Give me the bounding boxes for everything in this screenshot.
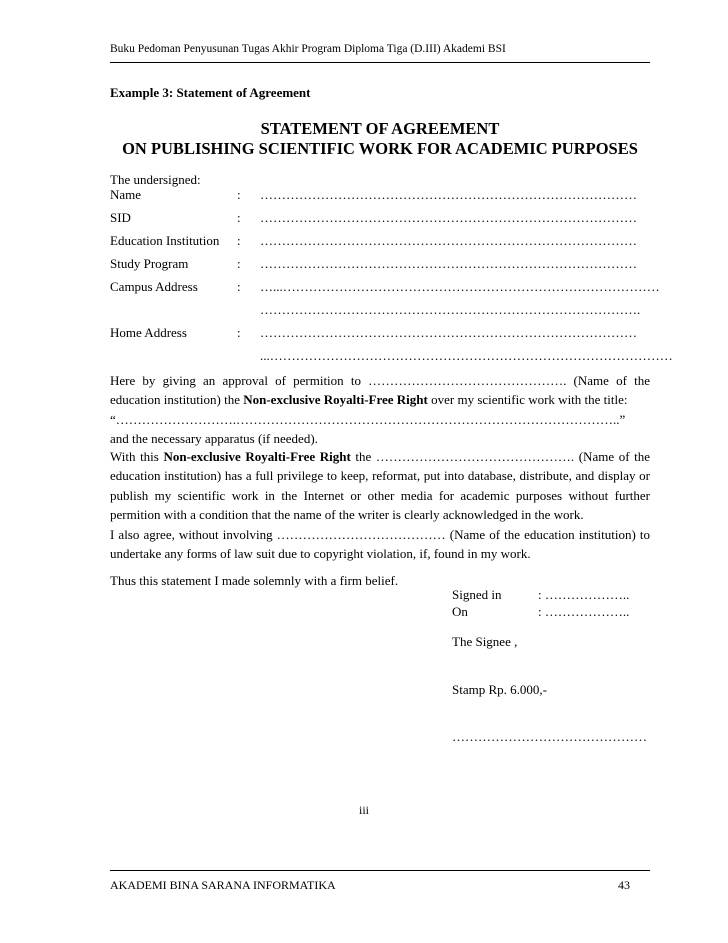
apparatus-line: and the necessary apparatus (if needed).: [110, 430, 318, 446]
approval-text: [110, 371, 650, 410]
field-blank: ……………………………………………………………………………: [260, 233, 637, 248]
field-blank: ……………………………………………………………………………: [260, 256, 637, 271]
field-colon: :: [237, 256, 241, 271]
field-colon: :: [237, 233, 241, 248]
approval-paragraph: [110, 371, 650, 448]
statement-title-line1: STATEMENT OF AGREEMENT: [260, 119, 500, 138]
signed-in-label: Signed in: [452, 587, 502, 602]
field-colon: :: [237, 187, 241, 202]
lawsuit-text: I also agree, without involving ………………………………… (Name of the education institution) to undertake any forms of law suit due to copyright violation, if, found in my work.: [110, 527, 650, 562]
footer-rule: [110, 870, 650, 871]
privilege-text: [110, 447, 650, 524]
field-row-home-address: [110, 325, 650, 343]
title-blank-line: “……………………….……………………………………………………………………………..”: [110, 411, 626, 427]
signature-line: ………………………………………: [452, 729, 647, 744]
field-row-education-institution: [110, 233, 650, 251]
lawsuit-paragraph: [110, 525, 650, 564]
field-colon: :: [237, 325, 241, 340]
field-colon: :: [237, 279, 241, 294]
field-label: Study Program: [110, 256, 189, 271]
example-title: Example 3: Statement of Agreement: [110, 85, 311, 100]
privilege-text-part: With this: [110, 449, 164, 464]
field-row-campus-address: [110, 279, 660, 297]
on-value: : ………………..: [538, 604, 630, 619]
approval-text-part: over my scientific work with the title:: [427, 392, 628, 408]
field-row-home-address-cont: [110, 348, 673, 366]
field-label: SID: [110, 210, 131, 225]
footer-institution: AKADEMI BINA SARANA INFORMATIKA: [110, 878, 336, 892]
header-rule: [110, 62, 650, 63]
field-row-study-program: [110, 256, 650, 274]
field-blank: ……………………………………………………………………………: [260, 325, 637, 340]
on-label: On: [452, 604, 468, 619]
field-label: Education Institution: [110, 233, 220, 248]
field-blank: …...……………………………………………………………………………: [260, 279, 660, 294]
field-label: Campus Address: [110, 279, 198, 294]
field-colon: :: [237, 210, 241, 225]
field-blank: ……………………………………………………………………………: [260, 187, 637, 202]
signed-in-value: : ………………..: [538, 587, 630, 602]
document-header: Buku Pedoman Penyusunan Tugas Akhir Program Diploma Tiga (D.III) Akademi BSI: [110, 43, 506, 55]
field-row-campus-address-cont: [110, 302, 650, 320]
footer-page-number: 43: [618, 878, 630, 892]
roman-page-number: iii: [358, 803, 369, 817]
privilege-text-part: the ………………………………………. (Name of the education institution) has a full privilege to keep, reformat, put into database, distribute, and display or publish my scientific work in the Internet or other media for academic purposes without further permition with a condition that the name of the writer is clearly acknowledged in the work.: [110, 449, 651, 522]
statement-title-line2: ON PUBLISHING SCIENTIFIC WORK FOR ACADEMIC PURPOSES: [122, 139, 638, 158]
field-label: Name: [110, 187, 142, 202]
undersigned-label: The undersigned:: [110, 172, 201, 187]
royalty-free-right-term: Non-exclusive Royalti-Free Right: [243, 392, 428, 408]
privilege-paragraph: [110, 447, 650, 524]
field-row-sid: [110, 210, 650, 228]
royalty-free-right-term: Non-exclusive Royalti-Free Right: [163, 449, 351, 464]
stamp-label: Stamp Rp. 6.000,-: [452, 682, 547, 697]
field-blank: ...…………………………………………………………………………………: [260, 348, 673, 363]
closing-text: Thus this statement I made solemnly with a firm belief.: [110, 573, 399, 588]
field-row-name: [110, 187, 650, 205]
field-blank: ……………………………………………………………………………: [260, 210, 637, 225]
field-label: Home Address: [110, 325, 187, 340]
approval-text-part: Here by giving an approval of permition to ………………………………………. (Name of the education institution) the: [110, 373, 650, 408]
field-blank: …………………………………………………………………………….: [260, 302, 641, 317]
signee-label: The Signee ,: [452, 634, 518, 649]
